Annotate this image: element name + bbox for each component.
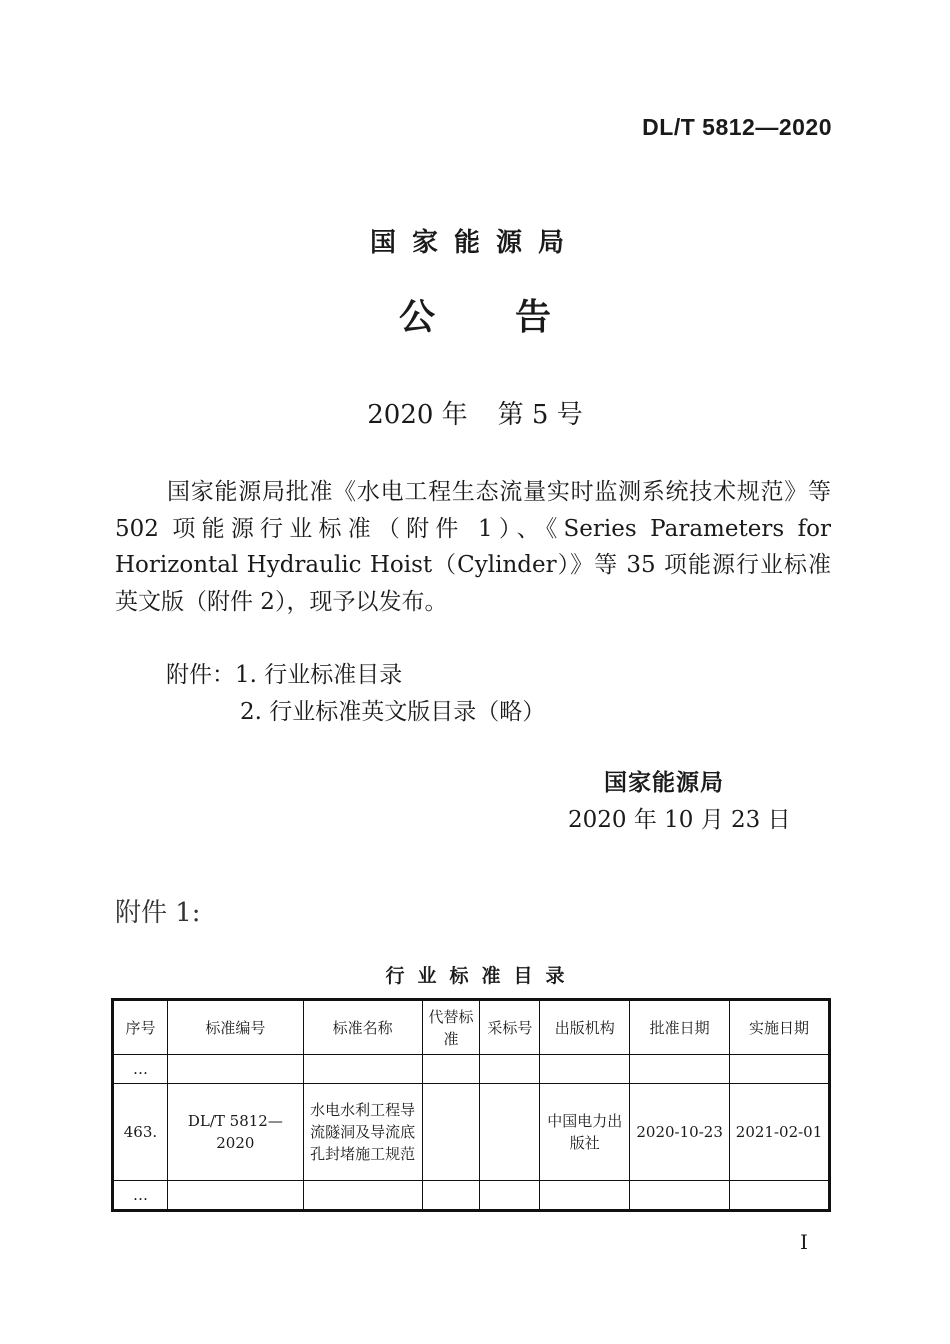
notice-title: 公告 bbox=[398, 297, 631, 338]
issue-number: 第 5 号 bbox=[497, 400, 583, 430]
signature-org: 国家能源局 bbox=[604, 770, 724, 796]
header-name: 标准名称 bbox=[303, 1000, 422, 1055]
table-row-ellipsis bbox=[113, 1181, 830, 1211]
header-adopted: 采标号 bbox=[480, 1000, 540, 1055]
issue-line bbox=[0, 394, 950, 431]
table-row bbox=[113, 1084, 830, 1181]
table-row-ellipsis bbox=[113, 1055, 830, 1084]
ellipsis-cell: … bbox=[113, 1181, 168, 1211]
attachment-item-1: 1. 行业标准目录 bbox=[235, 662, 403, 688]
issue-year: 2020 年 bbox=[367, 400, 468, 430]
header-approved: 批准日期 bbox=[630, 1000, 730, 1055]
attachment-label: 附件： bbox=[166, 662, 235, 688]
cell-publisher: 中国电力出版社 bbox=[540, 1084, 630, 1181]
header-seq: 序号 bbox=[113, 1000, 168, 1055]
cell-seq: 463. bbox=[113, 1084, 168, 1181]
table-header-row bbox=[113, 1000, 830, 1055]
page-number: I bbox=[800, 1230, 808, 1254]
header-code: 标准编号 bbox=[167, 1000, 303, 1055]
cell-adopted bbox=[480, 1084, 540, 1181]
list-title: 行业标准目录 bbox=[385, 965, 578, 987]
attachment-line-1 bbox=[166, 656, 402, 689]
cell-effective: 2021-02-01 bbox=[730, 1084, 830, 1181]
standards-table bbox=[111, 998, 831, 1212]
header-replaces: 代替标准 bbox=[422, 1000, 480, 1055]
cell-replaces bbox=[422, 1084, 480, 1181]
header-publisher: 出版机构 bbox=[540, 1000, 630, 1055]
agency-heading: 国家能源局 bbox=[369, 228, 580, 258]
announcement-body bbox=[115, 474, 831, 620]
cell-name: 水电水利工程导流隧洞及导流底孔封堵施工规范 bbox=[303, 1084, 422, 1181]
attachment-item-2: 2. 行业标准英文版目录（略） bbox=[240, 699, 546, 725]
standard-code: DL/T 5812—2020 bbox=[642, 114, 832, 140]
appendix-label: 附件 1: bbox=[115, 898, 201, 928]
cell-approved: 2020-10-23 bbox=[630, 1084, 730, 1181]
signature-date: 2020 年 10 月 23 日 bbox=[568, 807, 791, 833]
ellipsis-cell: … bbox=[113, 1055, 168, 1084]
header-effective: 实施日期 bbox=[730, 1000, 830, 1055]
body-paragraph: 国家能源局批准《水电工程生态流量实时监测系统技术规范》等 502 项能源行业标准（附件 1）、《Series Parameters for Horizontal Hydraulic Hoist（Cylinder）》等 35 项能源行业标准英文版（附件 2），现予以发布。 bbox=[115, 479, 831, 615]
cell-code: DL/T 5812—2020 bbox=[167, 1084, 303, 1181]
